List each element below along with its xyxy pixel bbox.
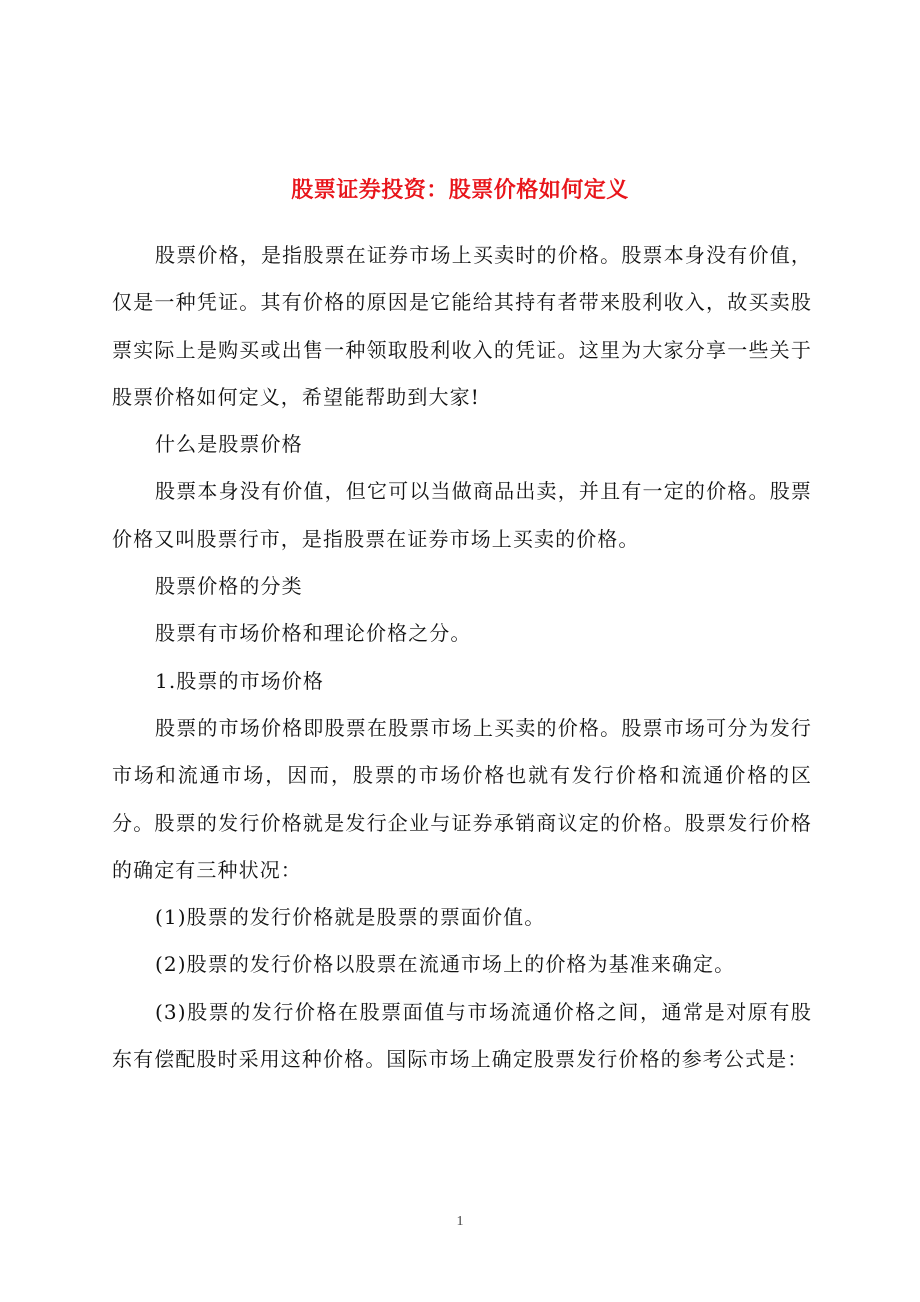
- classification-paragraph: 股票有市场价格和理论价格之分。: [155, 621, 472, 646]
- market-price-paragraph: 股票的市场价格即股票在股票市场上买卖的价格。股票市场可分为发行市场和流通市场，因而，股票的市场价格也就有发行价格和流通价格的区分。股票的发行价格就是发行企业与证券承销商议定的价格。股票发行价格的确定有三种状况：: [112, 715, 812, 882]
- list-item-1: (1)股票的发行价格就是股票的票面价值。: [155, 905, 546, 930]
- definition-paragraph: 股票本身没有价值，但它可以当做商品出卖，并且有一定的价格。股票价格又叫股票行市，是指股票在证券市场上买卖的价格。: [112, 479, 812, 551]
- list-item-3: (3)股票的发行价格在股票面值与市场流通价格之间，通常是对原有股东有偿配股时采用这种价格。国际市场上确定股票发行价格的参考公式是：: [112, 999, 812, 1072]
- list-item-2: (2)股票的发行价格以股票在流通市场上的价格为基准来确定。: [155, 952, 736, 977]
- page-number: 1: [456, 1214, 464, 1229]
- subsection-heading-market-price: 1.股票的市场价格: [155, 668, 324, 693]
- document-title: 股票证券投资：股票价格如何定义: [291, 178, 629, 203]
- document-body: [112, 232, 812, 1083]
- intro-paragraph: 股票价格，是指股票在证券市场上买卖时的价格。股票本身没有价值，仅是一种凭证。其有价格的原因是它能给其持有者带来股利收入，故买卖股票实际上是购买或出售一种领取股利收入的凭证。这里为大家分享一些关于股票价格如何定义，希望能帮助到大家!: [112, 243, 812, 409]
- section-heading-what-is-stock-price: 什么是股票价格: [155, 432, 303, 457]
- section-heading-classification: 股票价格的分类: [155, 574, 303, 599]
